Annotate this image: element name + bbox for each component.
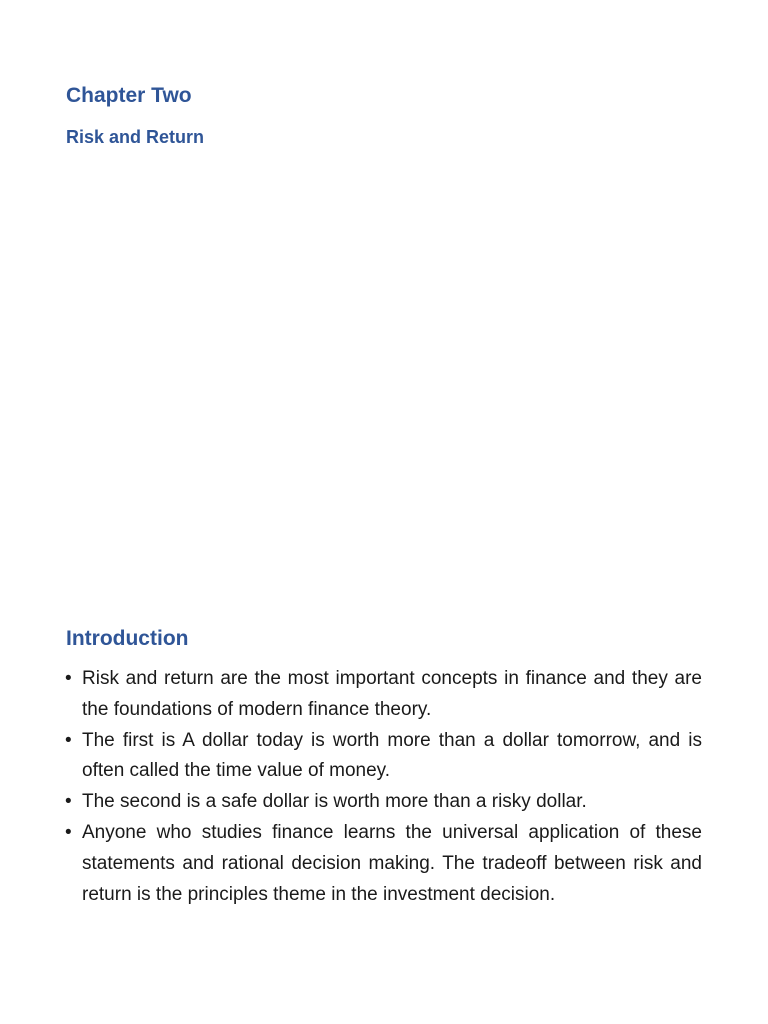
bullet-icon: • [65,791,72,813]
bullet-item [62,664,702,726]
introduction-heading: Introduction [66,627,189,650]
bullet-text: Risk and return are the most important concepts in finance and they are the foundations of modern finance theory. [82,668,702,720]
chapter-title: Chapter Two [66,84,192,107]
introduction-bullet-list [62,664,702,910]
bullet-item [62,818,702,910]
bullet-item [62,726,702,788]
chapter-subtitle: Risk and Return [66,127,205,147]
bullet-text: The second is a safe dollar is worth more than a risky dollar. [82,791,587,813]
bullet-icon: • [65,729,72,751]
bullet-text: Anyone who studies finance learns the universal application of these statements and rational decision making. The tradeoff between risk and return is the principles theme in the investment decision. [82,821,702,905]
bullet-text: The first is A dollar today is worth more than a dollar tomorrow, and is often called the time value of money. [82,729,702,782]
bullet-icon: • [65,668,72,689]
bullet-item [62,787,702,818]
bullet-icon: • [65,821,72,843]
